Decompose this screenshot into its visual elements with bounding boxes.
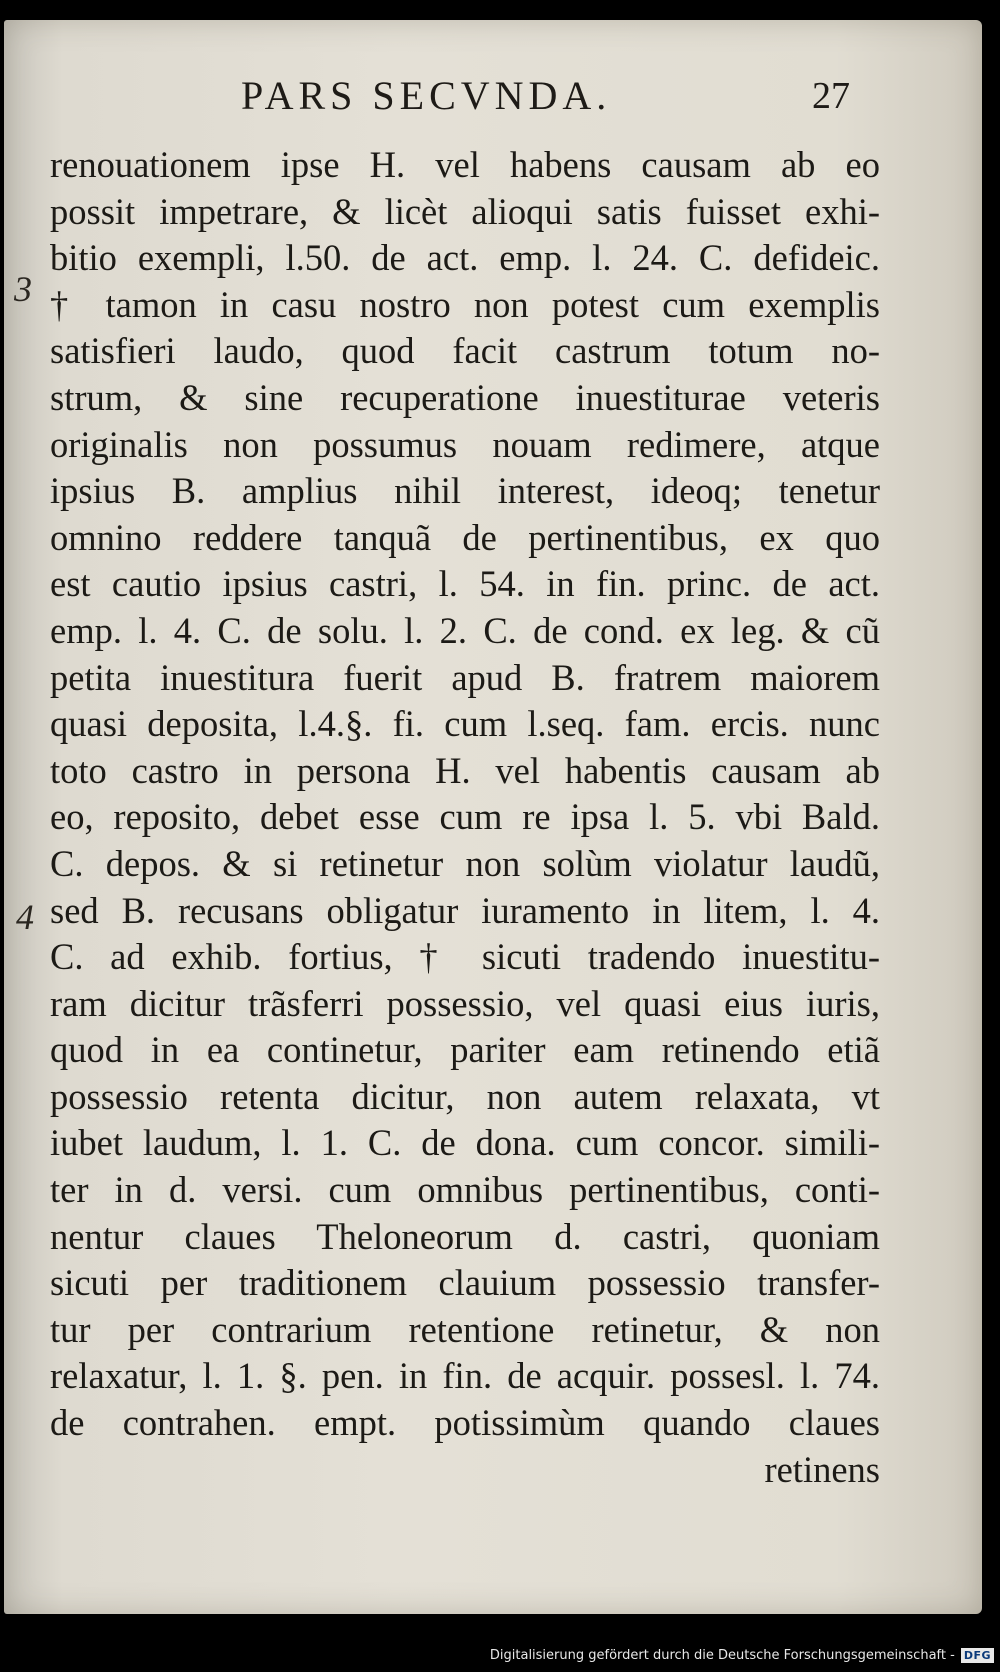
page-number: 27: [812, 75, 850, 117]
text-line: toto castro in persona H. vel habentis causam ab: [50, 749, 880, 791]
text-line: originalis non possumus nouam redimere, atque: [50, 423, 880, 465]
text-line: tur per contrarium retentione retinetur, & non: [50, 1308, 880, 1350]
text-line: omnino reddere tanquã de pertinentibus, ex quo: [50, 516, 880, 558]
body-text: [50, 142, 880, 1493]
text-line: sed B. recusans obligatur iuramento in litem, l. 4.: [50, 889, 880, 931]
text-line: relaxatur, l. 1. §. pen. in fin. de acquir. possesl. l. 74.: [50, 1355, 880, 1397]
running-title: PARS SECVNDA.: [241, 73, 612, 118]
text-line: petita inuestitura fuerit apud B. fratrem maiorem: [50, 656, 880, 698]
text-line: quod in ea continetur, pariter eam retinendo etiã: [50, 1029, 880, 1071]
text-line: C. depos. & si retinetur non solùm violatur laudũ,: [50, 842, 880, 884]
text-line: quasi deposita, l.4.§. fi. cum l.seq. fam. ercis. nunc: [50, 703, 880, 745]
text-line: est cautio ipsius castri, l. 54. in fin. princ. de act.: [50, 563, 880, 605]
text-line: bitio exempli, l.50. de act. emp. l. 24. C. defideic.: [50, 237, 880, 279]
text-line: emp. l. 4. C. de solu. l. 2. C. de cond. ex leg. & cũ: [50, 609, 880, 651]
text-line: satisfieri laudo, quod facit castrum totum no-: [50, 330, 880, 372]
margin-number-4: 4: [16, 897, 34, 937]
book-page: [4, 20, 982, 1614]
dfg-logo-icon: DFG: [961, 1648, 994, 1663]
text-line: de contrahen. empt. potissimùm quando claues: [50, 1402, 880, 1444]
text-line: C. ad exhib. fortius, † sicuti tradendo inuestitu-: [50, 936, 880, 978]
funding-notice: Digitalisierung gefördert durch die Deutsche Forschungsgemeinschaft -: [489, 1647, 955, 1663]
digitization-footer: [490, 1642, 994, 1668]
text-line: iubet laudum, l. 1. C. de dona. cum concor. simili-: [50, 1122, 880, 1164]
text-line: sicuti per traditionem clauium possessio transfer-: [50, 1262, 880, 1304]
text-line: eo, reposito, debet esse cum re ipsa l. 5. vbi Bald.: [50, 796, 880, 838]
text-line: nentur claues Theloneorum d. castri, quoniam: [50, 1215, 880, 1257]
text-line: ipsius B. amplius nihil interest, ideoq; tenetur: [50, 470, 880, 512]
text-line: ter in d. versi. cum omnibus pertinentibus, conti-: [50, 1169, 880, 1211]
text-line: possit impetrare, & licèt alioqui satis fuisset exhi-: [50, 190, 880, 232]
text-line: renouationem ipse H. vel habens causam ab eo: [50, 144, 880, 185]
text-line: possessio retenta dicitur, non autem relaxata, vt: [50, 1075, 880, 1117]
text-line: † tamon in casu nostro non potest cum exemplis: [50, 283, 880, 325]
text-line: strum, & sine recuperatione inuestiturae veteris: [50, 376, 880, 418]
text-line: ram dicitur trãsferri possessio, vel quasi eius iuris,: [50, 982, 880, 1024]
catchword: retinens: [764, 1448, 880, 1490]
margin-number-3: 3: [14, 269, 32, 309]
page-header: [4, 72, 982, 122]
